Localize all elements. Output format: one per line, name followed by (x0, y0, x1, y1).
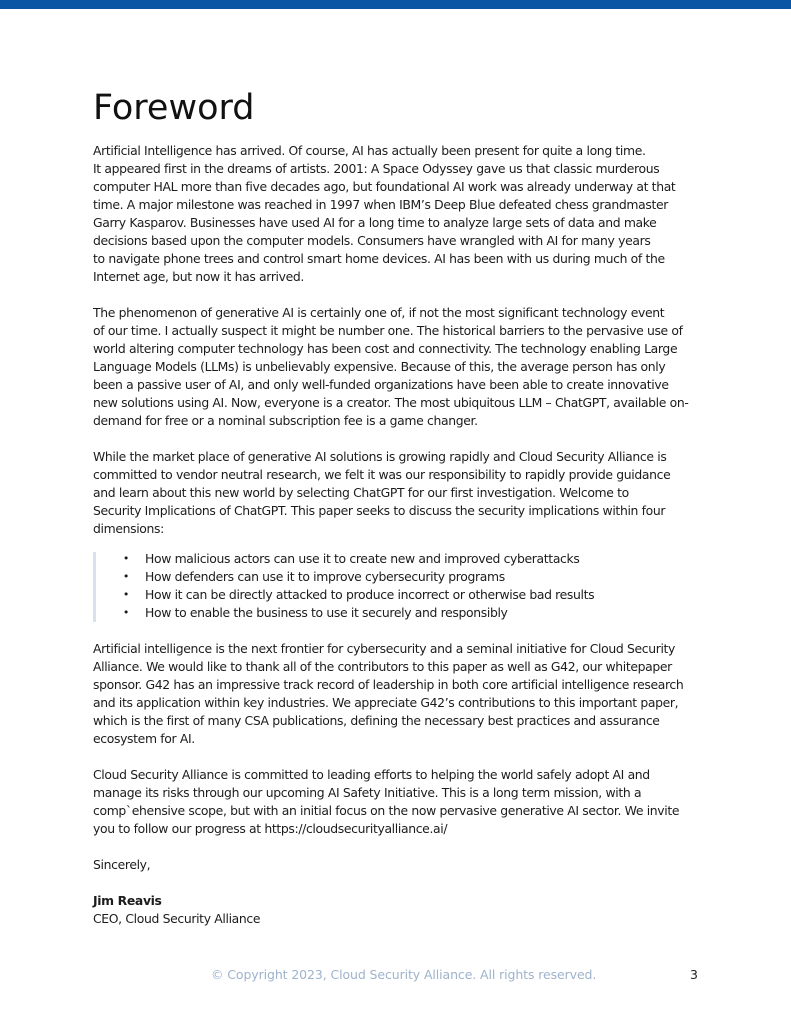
text-line: sponsor. G42 has an impressive track record of leadership in both core artificial intelligence research (93, 677, 684, 692)
text-line: time. A major milestone was reached in 1997 when IBM’s Deep Blue defeated chess grandmaster (93, 197, 668, 212)
text-line: and learn about this new world by selecting ChatGPT for our first investigation. Welcome to (93, 485, 629, 500)
text-line: committed to vendor neutral research, we felt it was our responsibility to rapidly provide guidance (93, 467, 671, 482)
closing-salutation: Sincerely, (93, 857, 151, 872)
text-line: Internet age, but now it has arrived. (93, 269, 305, 284)
list-item-text: How defenders can use it to improve cybersecurity programs (145, 569, 505, 584)
text-line: It appeared first in the dreams of artists. 2001: A Space Odyssey gave us that classic murderous (93, 161, 660, 176)
text-line: you to follow our progress at https://cloudsecurityalliance.ai/ (93, 821, 448, 836)
top-accent-bar (0, 0, 791, 9)
text-line: Artificial intelligence is the next frontier for cybersecurity and a seminal initiative for Cloud Security (93, 641, 676, 656)
text-line: been a passive user of AI, and only well-funded organizations have been able to create innovative (93, 377, 669, 392)
text-line: to navigate phone trees and control smart home devices. AI has been with us during much of the (93, 251, 665, 266)
text-line: demand for free or a nominal subscription fee is a game changer. (93, 413, 478, 428)
text-line: of our time. I actually suspect it might be number one. The historical barriers to the pervasive use of (93, 323, 683, 338)
list-item-text: How to enable the business to use it securely and responsibly (145, 605, 508, 620)
text-line: manage its risks through our upcoming AI Safety Initiative. This is a long term mission, with a (93, 785, 642, 800)
page-title: Foreword (93, 88, 255, 128)
bullet-icon: • (122, 606, 130, 619)
intro-paragraph (93, 142, 705, 286)
text-line: Language Models (LLMs) is unbelievably expensive. Because of this, the average person has only (93, 359, 666, 374)
commitment-paragraph (93, 766, 705, 838)
text-line: decisions based upon the computer models. Consumers have wrangled with AI for many years (93, 233, 651, 248)
text-line: dimensions: (93, 521, 164, 536)
signer-role: CEO, Cloud Security Alliance (93, 911, 261, 926)
market-paragraph (93, 448, 705, 538)
text-line: new solutions using AI. Now, everyone is a creator. The most ubiquitous LLM – ChatGPT, available on- (93, 395, 689, 410)
text-line: world altering computer technology has been cost and connectivity. The technology enabling Large (93, 341, 678, 356)
text-line: The phenomenon of generative AI is certainly one of, if not the most significant technology event (93, 305, 665, 320)
page-number: 3 (690, 967, 698, 982)
text-line: Cloud Security Alliance is committed to leading efforts to helping the world safely adopt AI and (93, 767, 650, 782)
text-line: Alliance. We would like to thank all of the contributors to this paper as well as G42, our whitepaper (93, 659, 672, 674)
list-item (121, 550, 705, 568)
text-line: and its application within key industries. We appreciate G42’s contributions to this important paper, (93, 695, 679, 710)
text-line: Garry Kasparov. Businesses have used AI for a long time to analyze large sets of data and make (93, 215, 657, 230)
signer-name: Jim Reavis (93, 893, 162, 908)
list-item-text: How malicious actors can use it to create new and improved cyberattacks (145, 551, 580, 566)
list-item (121, 604, 705, 622)
text-line: While the market place of generative AI solutions is growing rapidly and Cloud Security Alliance is (93, 449, 667, 464)
list-item (121, 586, 705, 604)
text-line: which is the first of many CSA publications, defining the necessary best practices and assurance (93, 713, 660, 728)
text-line: Security Implications of ChatGPT. This paper seeks to discuss the security implications within four (93, 503, 666, 518)
text-line: Artificial Intelligence has arrived. Of course, AI has actually been present for quite a long time. (93, 143, 646, 158)
dimensions-list (93, 550, 705, 622)
footer-copyright: © Copyright 2023, Cloud Security Alliance. All rights reserved. (211, 967, 597, 982)
bullet-icon: • (122, 570, 130, 583)
signature-block (93, 892, 705, 928)
text-line: computer HAL more than five decades ago, but foundational AI work was already underway at that (93, 179, 676, 194)
bullet-icon: • (122, 552, 130, 565)
list-item-text: How it can be directly attacked to produce incorrect or otherwise bad results (145, 587, 595, 602)
frontier-paragraph (93, 640, 705, 748)
text-line: comp`ehensive scope, but with an initial focus on the now pervasive generative AI sector. We invite (93, 803, 680, 818)
text-line: ecosystem for AI. (93, 731, 195, 746)
list-item (121, 568, 705, 586)
generative-ai-paragraph (93, 304, 705, 430)
bullet-icon: • (122, 588, 130, 601)
foreword-body (93, 142, 705, 928)
